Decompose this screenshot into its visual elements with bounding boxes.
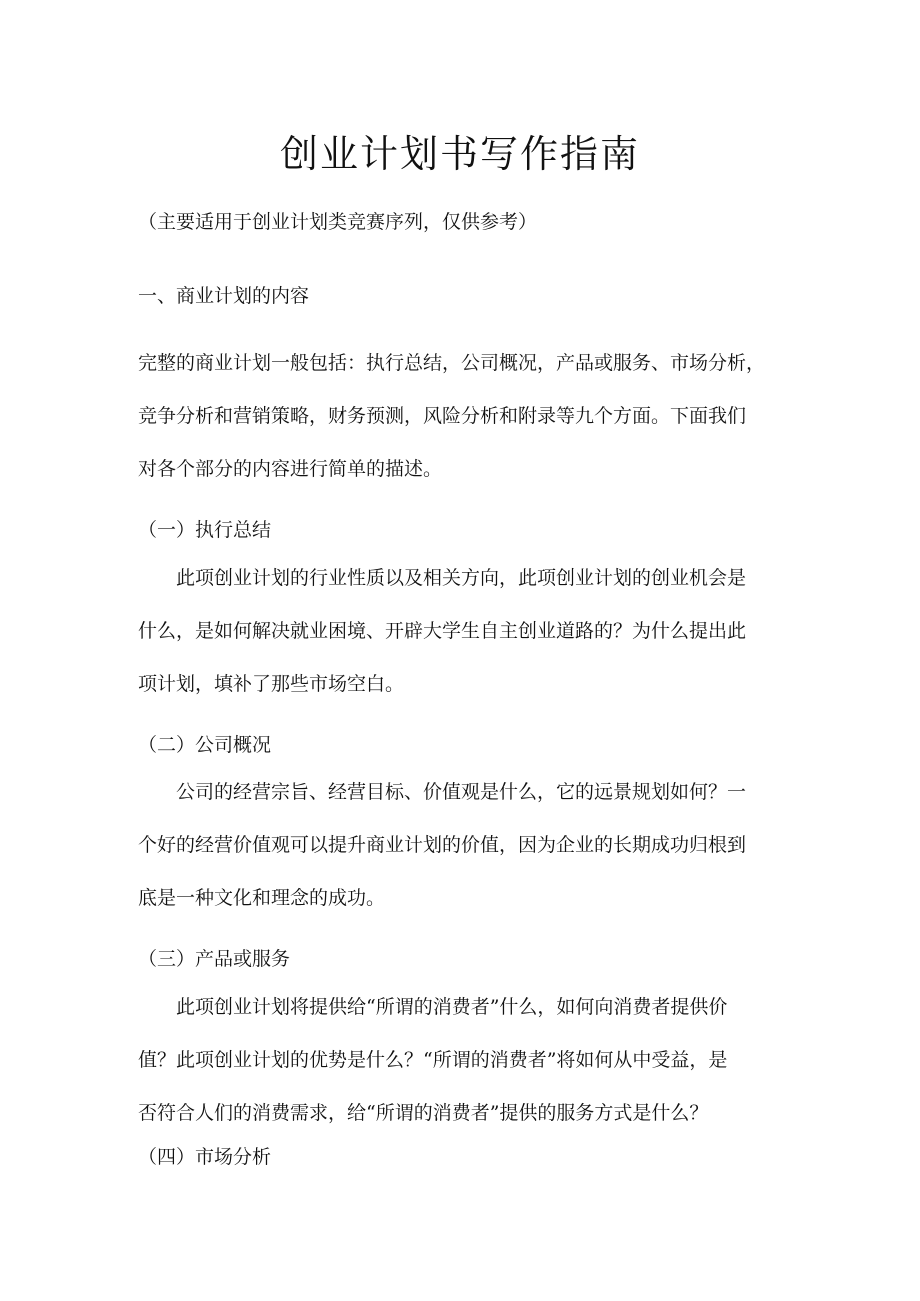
paragraph-line: 底是一种文化和理念的成功。 xyxy=(138,887,386,909)
subsection-heading-company-overview: （二）公司概况 xyxy=(138,734,272,756)
paragraph-line: 竞争分析和营销策略，财务预测，风险分析和附录等九个方面。下面我们 xyxy=(138,405,747,427)
paragraph-line: 此项创业计划将提供给“所谓的消费者”什么，如何向消费者提供价 xyxy=(138,996,728,1018)
paragraph-line: 完整的商业计划一般包括：执行总结，公司概况，产品或服务、市场分析， xyxy=(138,352,766,374)
subsection-heading-market-analysis: （四）市场分析 xyxy=(138,1146,272,1168)
paragraph-line: 此项创业计划的行业性质以及相关方向，此项创业计划的创业机会是 xyxy=(138,567,747,589)
paragraph-line: 对各个部分的内容进行简单的描述。 xyxy=(138,458,443,480)
paragraph-line: 值？此项创业计划的优势是什么？“所谓的消费者”将如何从中受益，是 xyxy=(138,1049,728,1071)
subsection-heading-executive-summary: （一）执行总结 xyxy=(138,519,272,541)
paragraph-line: 个好的经营价值观可以提升商业计划的价值，因为企业的长期成功归根到 xyxy=(138,834,747,856)
subsection-heading-products-services: （三）产品或服务 xyxy=(138,948,291,970)
document-title: 创业计划书写作指南 xyxy=(279,132,640,176)
paragraph-line: 公司的经营宗旨、经营目标、价值观是什么，它的远景规划如何？一 xyxy=(138,781,747,803)
paragraph-line: 否符合人们的消费需求，给“所谓的消费者”提供的服务方式是什么？ xyxy=(138,1102,709,1124)
products-services-paragraph xyxy=(138,981,788,1140)
company-overview-paragraph xyxy=(138,766,788,925)
document-subtitle: （主要适用于创业计划类竞赛序列，仅供参考） xyxy=(138,211,538,233)
section-heading-content: 一、商业计划的内容 xyxy=(138,285,310,307)
executive-summary-paragraph xyxy=(138,552,788,711)
paragraph-line: 什么，是如何解决就业困境、开辟大学生自主创业道路的？为什么提出此 xyxy=(138,620,747,642)
paragraph-line: 项计划，填补了那些市场空白。 xyxy=(138,673,405,695)
intro-paragraph xyxy=(138,337,788,496)
